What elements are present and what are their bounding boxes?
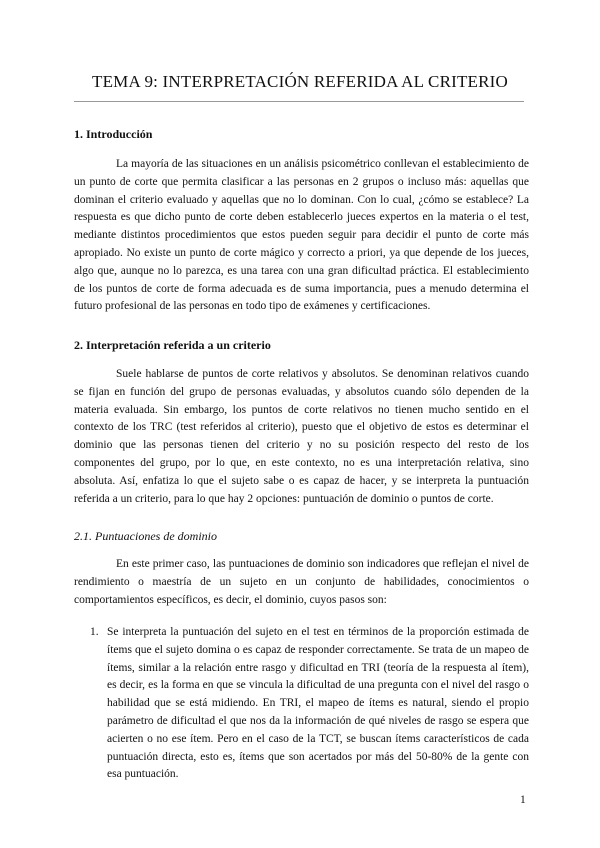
paragraph-interpretacion: Suele hablarse de puntos de corte relativos y absolutos. Se denominan relativos cuando se fijan en función del grupo de personas evaluadas, y absolutos cuando sólo dependen de la materia evaluada. Sin embargo, los puntos de corte relativos no tienen mucho sentido en el contexto de los TRC (test referidos al criterio), puesto que el objetivo de estos es determinar el dominio que las personas tienen del criterio y no su posición respecto del resto de los componentes del grupo, por lo que, en este contexto, no es una interpretación relativa, sino absoluta. Así, enfatiza lo que el sujeto sabe o es capaz de hacer, y se interpreta la puntuación referida a un criterio, para lo que hay 2 opciones: puntuación de dominio o puntos de corte. <box>74 368 529 505</box>
section-heading-introduccion: 1. Introducción <box>74 127 153 141</box>
page-number: 1 <box>520 794 526 806</box>
list-item-text: Se interpreta la puntuación del sujeto en el test en términos de la proporción estimada de ítems que el sujeto domina o es capaz de responder correctamente. Se trata de un mapeo de ítems, similar a la relación entre rasgo y dificultad en TRI (teoría de la respuesta al ítem), es decir, es la forma en que se vincula la dificultad de una pregunta con el nivel del rasgo o habilidad que se está midiendo. En TRI, el mapeo de ítems es natural, siendo el propio parámetro de dificultad el que nos da la información de qué niveles de rasgo se espera que acierten o no ese ítem. Pero en el caso de la TCT, se buscan ítems característicos de cada puntuación directa, esto es, ítems que son acertados por más del 50-80% de la gente con esa puntuación. <box>107 626 529 781</box>
title-divider <box>74 101 524 102</box>
subsection-heading-puntuaciones: 2.1. Puntuaciones de dominio <box>74 529 217 543</box>
list-item-number: 1. <box>90 626 99 638</box>
paragraph-introduccion: La mayoría de las situaciones en un análisis psicométrico conllevan el establecimiento de un punto de corte que permita clasificar a las personas en 2 grupos o incluso más: aquellas que dominan el criterio evaluado y aquellas que no lo dominan. Con lo cual, ¿cómo se establece? La respuesta es que dicho punto de corte deben establecerlo jueces expertos en la materia o el test, mediante distintos procedimientos que estos pueden seguir para decidir el punto de corte más apropiado. No existe un punto de corte mágico y correcto a priori, ya que depende de los jueces, algo que, aunque no lo parezca, es una tarea con una gran dificultad práctica. El establecimiento de los puntos de corte de forma adecuada es de suma importancia, pues a menudo determina el futuro profesional de las personas en todo tipo de exámenes y certificaciones. <box>74 158 529 313</box>
section-heading-interpretacion: 2. Interpretación referida a un criterio <box>74 338 271 352</box>
list-item <box>90 624 529 784</box>
paragraph-puntuaciones: En este primer caso, las puntuaciones de dominio son indicadores que reflejan el nivel de rendimiento o maestría de un sujeto en un conjunto de habilidades, conocimientos o comportamientos específicos, es decir, el dominio, cuyos pasos son: <box>74 558 529 606</box>
page-title: TEMA 9: INTERPRETACIÓN REFERIDA AL CRITERIO <box>91 72 509 91</box>
